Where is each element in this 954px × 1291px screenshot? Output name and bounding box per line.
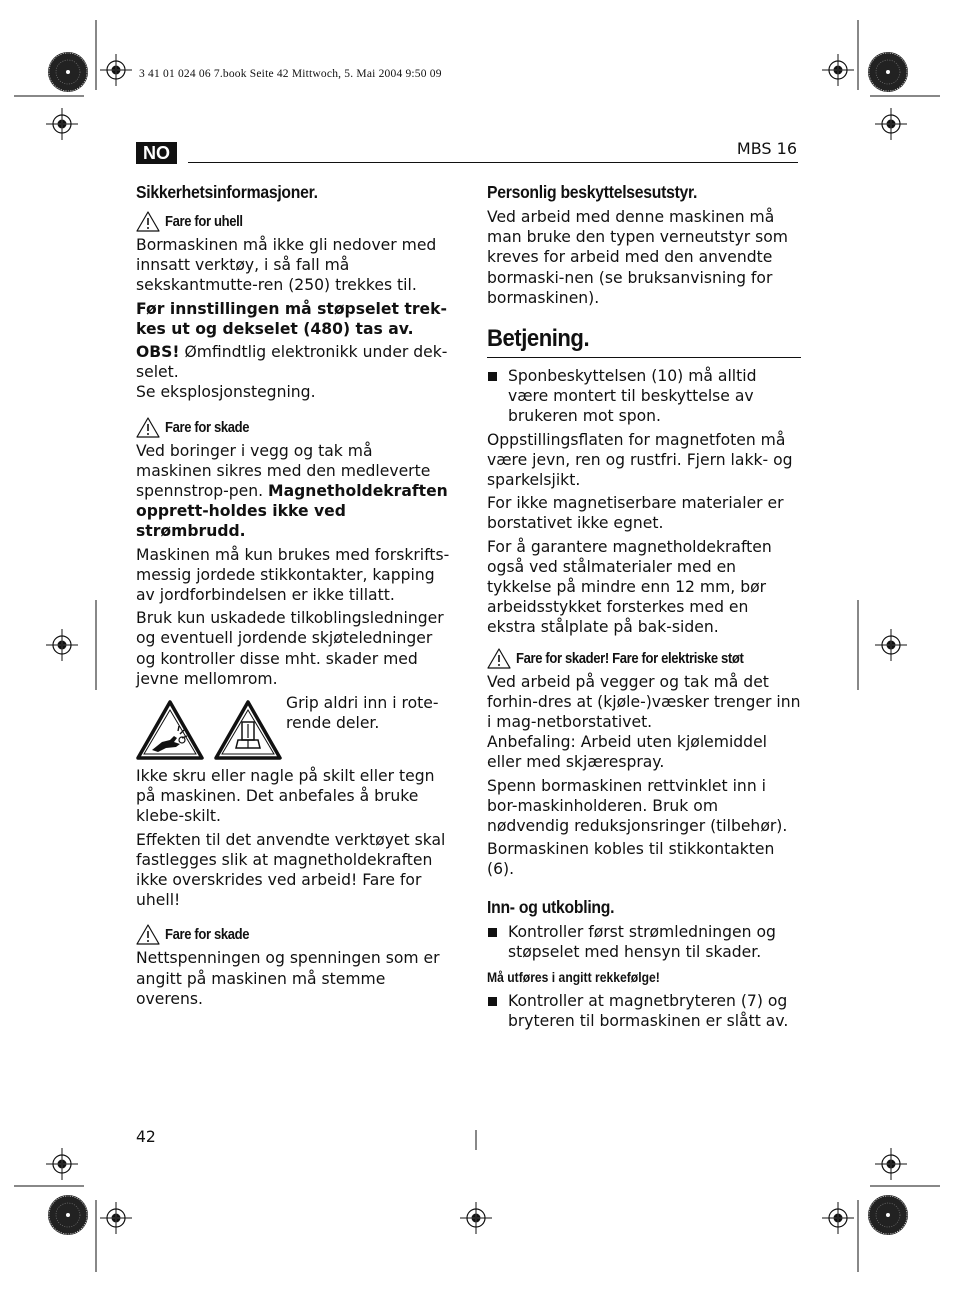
paragraph: Bruk kun uskadede tilkoblingsledninger og eventuell jordende skjøteledninger og kontroller disse mht. skader med jevne mellomrom. (136, 609, 444, 688)
warning-title: Fare for skade (165, 419, 250, 436)
warning-title: Fare for skade (165, 927, 250, 944)
model-name: MBS 16 (736, 139, 797, 158)
warning-triangle-icon (136, 924, 160, 945)
warning-triangle-icon (136, 417, 160, 438)
paragraph: Anbefaling: Arbeid uten kjølemiddel eller med skjærespray. (487, 733, 768, 772)
header-rule (188, 162, 798, 163)
operation-heading (487, 324, 801, 358)
obs-label: OBS! (136, 343, 180, 362)
bullet-item: Kontroller først strømledningen og støpselet med hensyn til skader. (487, 922, 801, 962)
protective-gear-heading: Personlig beskyttelsesutstyr. (487, 182, 698, 202)
hazard-pictograms (136, 693, 286, 760)
guard-hazard-icon (214, 700, 282, 760)
strap-text: Ved boringer i vegg og tak må maskinen sikres med den medleverte spennstrop-pen. (136, 441, 431, 501)
warning-electric-shock (487, 648, 801, 669)
paragraph: Effekten til det anvendte verktøyet skal fastlegges slik at magnetholdekraften ikke overskrides ved arbeid! Fare for uhell! (136, 830, 446, 910)
language-badge: NO (136, 142, 177, 164)
paragraph (136, 441, 450, 542)
bullet-item: Sponbeskyttelsen (10) må alltid være montert til beskyttelse av brukeren mot spon. (487, 366, 801, 427)
grip-caption: Grip aldri inn i rote-rende deler. (286, 694, 439, 733)
right-column (487, 181, 801, 1035)
paragraph: Bormaskinen må ikke gli nedover med innsatt verktøy, i så fall må sekskantmutte-ren (250) trekkes til. (136, 236, 437, 295)
warning-accident (136, 211, 450, 232)
paragraph: Oppstillingsflaten for magnetfoten må være jevn, ren og rustfri. Fjern lakk- og sparkelsjikt. (487, 430, 793, 490)
warning-injury-voltage (136, 924, 450, 945)
left-column (136, 181, 450, 1012)
paragraph: Ved arbeid på vegger og tak må det forhin-dres at (kjøle-)væsker trenger inn i mag-netborstativet. (487, 672, 801, 732)
operation-heading-text: Betjening. (487, 325, 590, 353)
paragraph: For å garantere magnetholdekraften også ved stålmaterialer med en tykkelse på mindre enn 12 mm, bør arbeidsstykket forsterkes med en ekstra stålplate på bak-siden. (487, 537, 772, 637)
rotating-parts-hazard-icon (136, 700, 204, 760)
paragraph: Ikke skru eller nagle på skilt eller tegn på maskinen. Det anbefales å bruke klebe-skilt. (136, 767, 435, 826)
warning-triangle-icon (487, 648, 511, 669)
obs-text: Ømfindtlig elektronikk under dek-selet. (136, 343, 448, 382)
paragraph: Maskinen må kun brukes med forskrifts-messig jordede stikkontakter, kapping av jordforbindelsen er ikke tillatt. (136, 545, 450, 605)
paragraph: Ved arbeid med denne maskinen må man bruke den typen verneutstyr som kreves for arbeid med den anvendte bormaski-nen (se bruksanvisning for bormaskinen). (487, 208, 788, 307)
paragraph: Bormaskinen kobles til stikkontakten (6). (487, 840, 775, 879)
warning-title: Fare for skader! Fare for elektriske støt (516, 650, 744, 667)
magnet-power-text: Magnetholdekraften opprett-holdes ikke ved strømbrudd. (136, 482, 448, 541)
paragraph: Nettspenningen og spenningen som er angitt på maskinen må stemme overens. (136, 949, 440, 1008)
paragraph: For ikke magnetiserbare materialer er borstativet ikke egnet. (487, 494, 784, 533)
paragraph: Spenn bormaskinen rettvinklet inn i bor-maskinholderen. Bruk om nødvendig reduksjonsringer (tilbehør). (487, 776, 788, 836)
order-note: Må utføres i angitt rekkefølge! (487, 970, 660, 986)
paragraph: Se eksplosjonstegning. (136, 383, 316, 402)
paragraph (136, 342, 450, 382)
page-number: 42 (136, 1128, 156, 1146)
warning-triangle-icon (136, 211, 160, 232)
paragraph-bold: Før innstillingen må støpselet trek-kes ut og dekselet (480) tas av. (136, 299, 447, 338)
safety-heading: Sikkerhetsinformasjoner. (136, 182, 318, 202)
warning-title: Fare for uhell (165, 214, 243, 230)
on-off-heading: Inn- og utkobling. (487, 896, 615, 917)
warning-injury (136, 417, 450, 438)
hazard-pictograms-row (136, 693, 450, 760)
bullet-item: Kontroller at magnetbryteren (7) og bryteren til bormaskinen er slått av. (487, 991, 801, 1031)
print-info: 3 41 01 024 06 7.book Seite 42 Mittwoch, 5. Mai 2004 9:50 09 (139, 68, 442, 80)
